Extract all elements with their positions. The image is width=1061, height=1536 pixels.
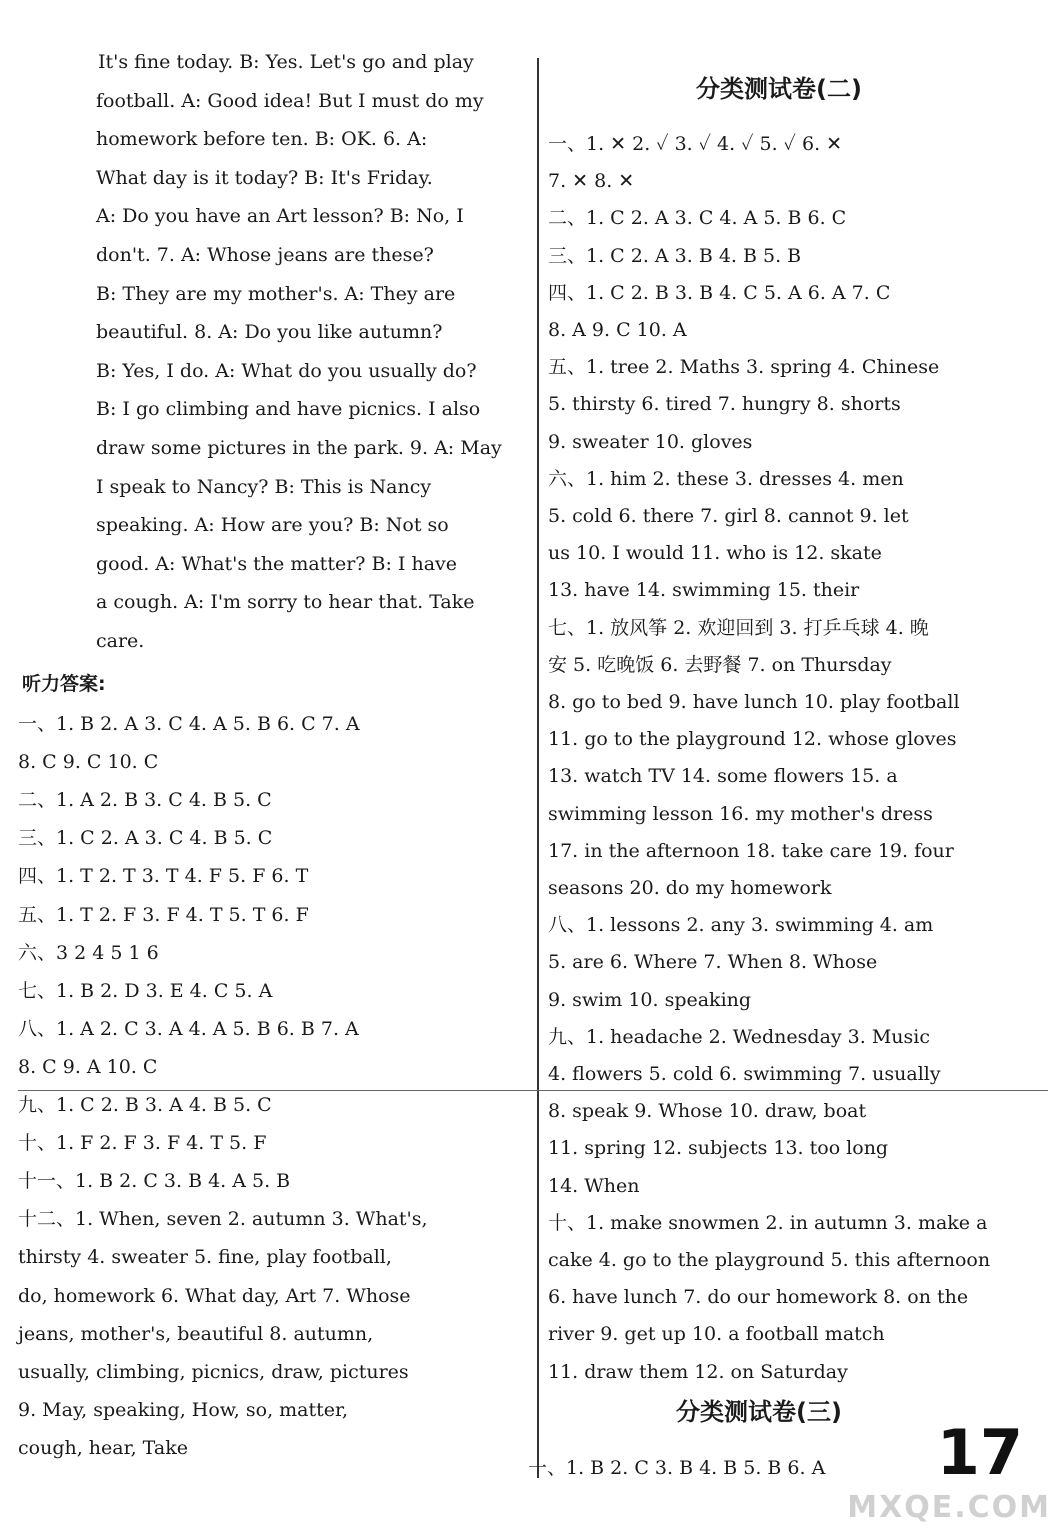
answer-line: 三、1. C 2. A 3. B 4. B 5. B xyxy=(548,244,802,267)
answer-line: 9. May, speaking, How, so, matter, xyxy=(18,1398,349,1421)
answer-line: 5. are 6. Where 7. When 8. Whose xyxy=(548,951,878,974)
answer-line: 七、1. B 2. D 3. E 4. C 5. A xyxy=(18,979,273,1002)
dialogue-line: B: They are my mother's. A: They are xyxy=(96,282,456,305)
column-divider xyxy=(537,58,539,1478)
answer-line: 九、1. headache 2. Wednesday 3. Music xyxy=(548,1025,931,1048)
dialogue-line: draw some pictures in the park. 9. A: May xyxy=(96,437,502,459)
answer-line: 6. have lunch 7. do our homework 8. on the xyxy=(548,1286,969,1309)
dialogue-line: don't. 7. A: Whose jeans are these? xyxy=(96,244,434,266)
answer-line: 5. thirsty 6. tired 7. hungry 8. shorts xyxy=(548,393,901,416)
answer-line: 二、1. C 2. A 3. C 4. A 5. B 6. C xyxy=(548,207,847,230)
dialogue-line: beautiful. 8. A: Do you like autumn? xyxy=(96,321,443,344)
answer-line: 十、1. F 2. F 3. F 4. T 5. F xyxy=(18,1132,267,1155)
answer-line: 13. watch TV 14. some flowers 15. a xyxy=(548,765,898,788)
answer-line: 二、1. A 2. B 3. C 4. B 5. C xyxy=(18,789,272,812)
dialogue-line: A: Do you have an Art lesson? B: No, I xyxy=(96,205,464,228)
answer-line: 5. cold 6. there 7. girl 8. cannot 9. let xyxy=(548,505,909,527)
answer-line: 一、1. ✕ 2. ✓ 3. ✓ 4. ✓ 5. ✓ 6. ✕ xyxy=(548,133,843,155)
answer-line: 9. swim 10. speaking xyxy=(548,988,752,1011)
answer-line: 四、1. C 2. B 3. B 4. C 5. A 6. A 7. C xyxy=(548,281,891,304)
dialogue-line: What day is it today? B: It's Friday. xyxy=(96,166,433,189)
watermark-logo: MXQE.COM xyxy=(847,1490,1051,1525)
answer-line: 17. in the afternoon 18. take care 19. four xyxy=(548,839,954,862)
section-title-test-2: 分类测试卷(二) xyxy=(696,75,862,103)
answer-line: us 10. I would 11. who is 12. skate xyxy=(548,542,882,565)
answer-line: 11. spring 12. subjects 13. too long xyxy=(548,1137,889,1160)
answer-line: jeans, mother's, beautiful 8. autumn, xyxy=(18,1322,374,1345)
dialogue-line: good. A: What's the matter? B: I have xyxy=(96,552,457,575)
answer-line: 九、1. C 2. B 3. A 4. B 5. C xyxy=(18,1094,272,1116)
answer-line: seasons 20. do my homework xyxy=(548,877,832,899)
answer-line: 安 5. 吃晚饭 6. 去野餐 7. on Thursday xyxy=(548,653,892,676)
answer-line: 五、1. tree 2. Maths 3. spring 4. Chinese xyxy=(548,356,940,379)
answer-line: 六、1. him 2. these 3. dresses 4. men xyxy=(548,467,904,490)
answer-line: 4. flowers 5. cold 6. swimming 7. usually xyxy=(548,1063,941,1085)
answer-line: 8. go to bed 9. have lunch 10. play football xyxy=(548,691,960,713)
dialogue-line: homework before ten. B: OK. 6. A: xyxy=(96,128,428,151)
answer-line: do, homework 6. What day, Art 7. Whose xyxy=(18,1284,411,1307)
dialogue-line: B: Yes, I do. A: What do you usually do? xyxy=(96,359,477,382)
answer-line: 8. C 9. A 10. C xyxy=(18,1055,158,1078)
answer-line: 八、1. A 2. C 3. A 4. A 5. B 6. B 7. A xyxy=(18,1017,359,1040)
dialogue-line: football. A: Good idea! But I must do my xyxy=(96,89,484,112)
answer-line: cake 4. go to the playground 5. this afternoon xyxy=(548,1249,991,1271)
answer-line: 四、1. T 2. T 3. T 4. F 5. F 6. T xyxy=(18,865,309,888)
dialogue-line: speaking. A: How are you? B: Not so xyxy=(96,514,449,537)
listening-answers-title: 听力答案: xyxy=(22,673,106,695)
dialogue-line: B: I go climbing and have picnics. I also xyxy=(96,398,481,421)
answer-line: 9. sweater 10. gloves xyxy=(548,430,753,453)
answer-line: 7. ✕ 8. ✕ xyxy=(548,170,635,193)
section-title-test-3: 分类测试卷(三) xyxy=(676,1398,842,1426)
answer-line: 十二、1. When, seven 2. autumn 3. What's, xyxy=(18,1208,428,1231)
answer-line: 一、1. B 2. C 3. B 4. B 5. B 6. A xyxy=(528,1457,826,1479)
answer-line: 11. draw them 12. on Saturday xyxy=(548,1360,848,1383)
answer-line: 11. go to the playground 12. whose gloves xyxy=(548,728,957,751)
answer-line: 8. A 9. C 10. A xyxy=(548,319,687,341)
answer-line: 七、1. 放风筝 2. 欢迎回到 3. 打乒乓球 4. 晚 xyxy=(548,616,929,639)
dialogue-line: care. xyxy=(96,630,145,652)
answer-line: 8. speak 9. Whose 10. draw, boat xyxy=(548,1100,867,1123)
answer-line: river 9. get up 10. a football match xyxy=(548,1323,885,1346)
answer-line: 六、3 2 4 5 1 6 xyxy=(18,941,159,964)
answer-line: 八、1. lessons 2. any 3. swimming 4. am xyxy=(548,914,934,937)
answer-line: 十、1. make snowmen 2. in autumn 3. make a xyxy=(548,1211,988,1234)
dialogue-line: a cough. A: I'm sorry to hear that. Take xyxy=(96,591,475,614)
answer-line: 三、1. C 2. A 3. C 4. B 5. C xyxy=(18,827,273,850)
answer-line: 13. have 14. swimming 15. their xyxy=(548,579,860,602)
answer-line: 十一、1. B 2. C 3. B 4. A 5. B xyxy=(18,1170,291,1193)
answer-line: cough, hear, Take xyxy=(18,1436,188,1459)
answer-line: swimming lesson 16. my mother's dress xyxy=(548,802,933,825)
answer-line: thirsty 4. sweater 5. fine, play football, xyxy=(18,1246,392,1269)
dialogue-line: It's fine today. B: Yes. Let's go and play xyxy=(98,51,474,73)
answer-line: 14. When xyxy=(548,1174,640,1197)
answer-line: 8. C 9. C 10. C xyxy=(18,751,159,774)
answer-line: 一、1. B 2. A 3. C 4. A 5. B 6. C 7. A xyxy=(18,713,360,735)
page-number: 17 xyxy=(936,1416,1023,1489)
answer-line: 五、1. T 2. F 3. F 4. T 5. T 6. F xyxy=(18,903,309,926)
answer-line: usually, climbing, picnics, draw, pictures xyxy=(18,1360,409,1383)
dialogue-line: I speak to Nancy? B: This is Nancy xyxy=(96,475,432,498)
